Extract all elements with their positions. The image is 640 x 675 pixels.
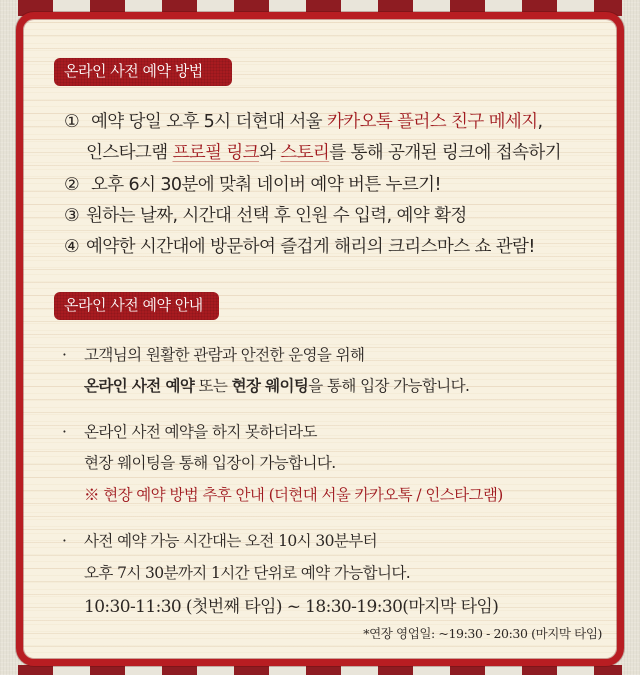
- bullet-icon: ·: [62, 532, 67, 550]
- step-number: ③: [64, 206, 80, 226]
- step-number: ②: [64, 175, 80, 195]
- step-1-line-1: ① 예약 당일 오후 5시 더현대 서울 카카오톡 플러스 친구 메세지,: [64, 112, 543, 132]
- extended-hours-note: *연장 영업일: ~19:30 - 20:30 (마지막 타임): [363, 626, 602, 641]
- step-3: ③ 원하는 날짜, 시간대 선택 후 인원 수 입력, 예약 확정: [64, 206, 467, 226]
- bottom-stripe-border: [18, 665, 622, 675]
- bullet-icon: ·: [62, 346, 67, 364]
- section-title-reservation-method: 온라인 사전 예약 방법: [54, 58, 232, 86]
- info-item-3-line-2: 오후 7시 30분까지 1시간 단위로 예약 가능합니다.: [84, 564, 411, 582]
- info-item-2-line-1: · 온라인 사전 예약을 하지 못하더라도: [62, 423, 317, 441]
- info-item-3-line-1: · 사전 예약 가능 시간대는 오전 10시 30분부터: [62, 532, 377, 550]
- step-1-line-2: 인스타그램 프로필 링크와 스토리를 통해 공개된 링크에 접속하기: [86, 143, 562, 163]
- step-4: ④ 예약한 시간대에 방문하여 즐겁게 해리의 크리스마스 쇼 관람!: [64, 237, 535, 257]
- time-slot-range: 10:30-11:30 (첫번째 타임) ~ 18:30-19:30(마지막 타임): [84, 597, 499, 617]
- story-highlight: 스토리: [280, 143, 330, 163]
- profile-link-highlight: 프로필 링크: [172, 143, 259, 163]
- step-2: ② 오후 6시 30분에 맞춰 네이버 예약 버튼 누르기!: [64, 175, 441, 195]
- info-item-1-line-1: · 고객님의 원활한 관람과 안전한 운영을 위해: [62, 346, 365, 364]
- step-number: ④: [64, 237, 80, 257]
- bullet-icon: ·: [62, 423, 67, 441]
- onsite-reservation-notice: ※ 현장 예약 방법 추후 안내 (더현대 서울 카카오톡 / 인스타그램): [84, 486, 503, 504]
- section-title-reservation-info: 온라인 사전 예약 안내: [54, 292, 219, 320]
- info-item-1-line-2: 온라인 사전 예약 또는 현장 웨이팅을 통해 입장 가능합니다.: [84, 377, 470, 395]
- step-number: ①: [64, 112, 80, 132]
- kakaotalk-highlight: 카카오톡 플러스 친구 메세지: [326, 112, 538, 132]
- info-item-2-line-2: 현장 웨이팅을 통해 입장이 가능합니다.: [84, 454, 336, 472]
